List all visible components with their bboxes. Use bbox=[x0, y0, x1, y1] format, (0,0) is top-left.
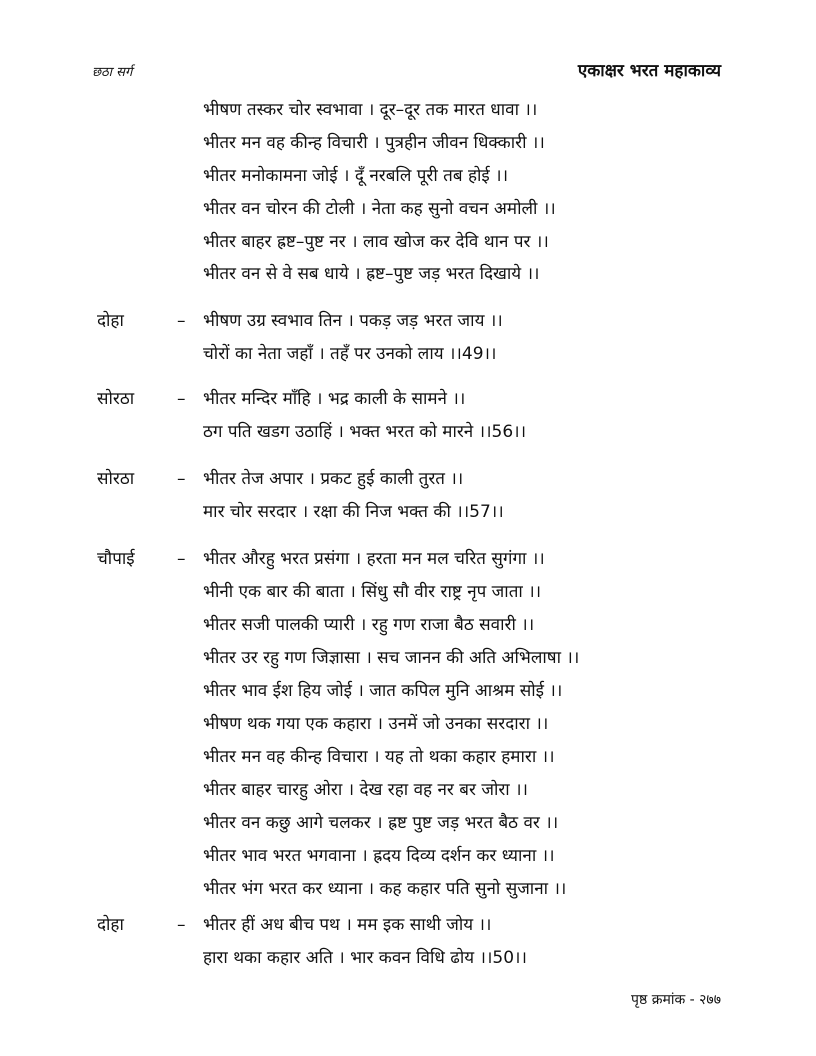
verse-line: भीतर मनोकामना जोई । दूँ नरबलि पूरी तब होई ।। bbox=[203, 166, 509, 186]
verse-line: भीतर बाहर ह्रष्ट–पुष्ट नर । लाव खोज कर देवि थान पर ।। bbox=[203, 232, 549, 252]
label-dash: – bbox=[177, 469, 186, 489]
verse-type-label: सोरठा bbox=[97, 469, 135, 489]
verse-line: भीतर तेज अपार । प्रकट हुई काली तुरत ।। bbox=[203, 469, 464, 489]
verse-line: भीषण उग्र स्वभाव तिन । पकड़ जड़ भरत जाय ।। bbox=[203, 311, 503, 331]
verse-line: भीतर औरहु भरत प्रसंगा । हरता मन मल चरित सुगंगा ।। bbox=[203, 549, 545, 569]
label-dash: – bbox=[177, 549, 186, 569]
verse-line: भीतर उर रहु गण जिज्ञासा । सच जानन की अति अभिलाषा ।। bbox=[203, 648, 580, 668]
verse-line: भीतर मन्दिर माँहि । भद्र काली के सामने ।। bbox=[203, 389, 466, 409]
verse-line: भीनी एक बार की बाता । सिंधु सौ वीर राष्ट्र नृप जाता ।। bbox=[203, 582, 542, 602]
verse-line: भीतर मन वह कीन्ह विचारी । पुत्रहीन जीवन धिक्कारी ।। bbox=[203, 133, 545, 153]
book-title: एकाक्षर भरत महाकाव्य bbox=[577, 61, 721, 81]
verse-line: भीतर बाहर चारहु ओरा । देख रहा वह नर बर जोरा ।। bbox=[203, 780, 528, 800]
verse-line: भीतर भंग भरत कर ध्याना । कह कहार पति सुनो सुजाना ।। bbox=[203, 879, 567, 899]
chapter-heading: छठा सर्ग bbox=[92, 65, 133, 80]
verse-line: भीतर वन कछु आगे चलकर । ह्रष्ट पुष्ट जड़ भरत बैठ वर ।। bbox=[203, 813, 559, 833]
verse-line: ठग पति खडग उठाहिं । भक्त भरत को मारने ।।56।। bbox=[203, 422, 527, 442]
verse-line: भीतर भाव भरत भगवाना । ह्रदय दिव्य दर्शन कर ध्याना ।। bbox=[203, 846, 555, 866]
verse-line: चोरों का नेता जहाँ । तहँ पर उनको लाय ।।49।। bbox=[203, 344, 497, 364]
verse-line: मार चोर सरदार । रक्षा की निज भक्त की ।।57।। bbox=[203, 502, 504, 522]
page-number: पृष्ठ क्रमांक - २७७ bbox=[631, 992, 721, 1008]
verse-type-label: सोरठा bbox=[97, 389, 135, 409]
verse-line: हारा थका कहार अति । भार कवन विधि ढोय ।।50।। bbox=[203, 948, 527, 968]
verse-line: भीतर मन वह कीन्ह विचारा । यह तो थका कहार हमारा ।। bbox=[203, 747, 555, 767]
verse-type-label: दोहा bbox=[97, 311, 124, 331]
verse-type-label: चौपाई bbox=[97, 549, 135, 569]
label-dash: – bbox=[177, 311, 186, 331]
verse-line: भीतर वन चोरन की टोली । नेता कह सुनो वचन अमोली ।। bbox=[203, 199, 556, 219]
verse-line: भीतर हीं अध बीच पथ । मम इक साथी जोय ।। bbox=[203, 915, 492, 935]
verse-type-label: दोहा bbox=[97, 915, 124, 935]
verse-line: भीतर सजी पालकी प्यारी । रहु गण राजा बैठ सवारी ।। bbox=[203, 615, 535, 635]
label-dash: – bbox=[177, 389, 186, 409]
verse-line: भीषण थक गया एक कहारा । उनमें जो उनका सरदारा ।। bbox=[203, 714, 549, 734]
verse-line: भीतर भाव ईश हिय जोई । जात कपिल मुनि आश्रम सोई ।। bbox=[203, 681, 563, 701]
verse-line: भीषण तस्कर चोर स्वभावा । दूर–दूर तक मारत धावा ।। bbox=[203, 100, 538, 120]
label-dash: – bbox=[177, 915, 186, 935]
verse-line: भीतर वन से वे सब धाये । ह्रष्ट–पुष्ट जड़ भरत दिखाये ।। bbox=[203, 264, 540, 284]
